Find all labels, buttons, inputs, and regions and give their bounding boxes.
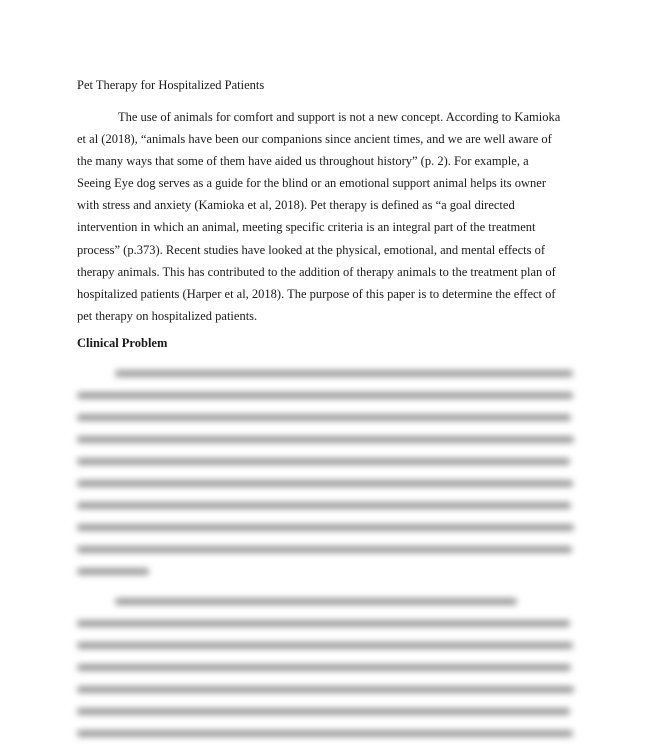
- document-title: Pet Therapy for Hospitalized Patients: [77, 78, 265, 92]
- intro-line: Seeing Eye dog serves as a guide for the blind or an emotional support animal helps its owner: [77, 176, 546, 191]
- blurred-text-line: [77, 436, 574, 443]
- section-heading: Clinical Problem: [77, 336, 168, 350]
- blurred-text-line: [77, 664, 571, 671]
- blurred-text-line: [77, 414, 571, 421]
- intro-line: with stress and anxiety (Kamioka et al, 2018). Pet therapy is defined as “a goal directed: [77, 198, 515, 213]
- blurred-text-region: [75, 358, 580, 750]
- intro-paragraph: [77, 106, 577, 327]
- blurred-text-line: [77, 524, 574, 531]
- blurred-text-line: [77, 458, 570, 465]
- blurred-text-line: [115, 598, 517, 605]
- intro-line: pet therapy on hospitalized patients.: [77, 308, 258, 323]
- intro-line: intervention in which an animal, meeting specific criteria is an integral part of the treatment: [77, 220, 536, 235]
- blurred-text-line: [77, 392, 573, 399]
- blurred-text-line: [115, 370, 573, 377]
- blurred-text-line: [77, 730, 573, 737]
- blurred-text-line: [77, 502, 571, 509]
- blurred-text-line: [77, 642, 573, 649]
- intro-line: therapy animals. This has contributed to the addition of therapy animals to the treatment plan of: [77, 264, 556, 279]
- blurred-text-line: [77, 480, 573, 487]
- intro-line: et al (2018), “animals have been our companions since ancient times, and we are well aware of: [77, 132, 552, 147]
- blurred-text-line: [77, 708, 570, 715]
- blurred-text-line: [77, 546, 572, 553]
- intro-line: the many ways that some of them have aided us throughout history” (p. 2). For example, a: [77, 154, 529, 169]
- blurred-text-line: [77, 620, 570, 627]
- intro-line: process” (p.373). Recent studies have looked at the physical, emotional, and mental effects of: [77, 242, 546, 257]
- blurred-text-line: [77, 568, 149, 575]
- intro-line: hospitalized patients (Harper et al, 2018). The purpose of this paper is to determine the effect of: [77, 286, 556, 301]
- intro-line: The use of animals for comfort and support is not a new concept. According to Kamioka: [118, 110, 561, 124]
- blurred-text-line: [77, 686, 574, 693]
